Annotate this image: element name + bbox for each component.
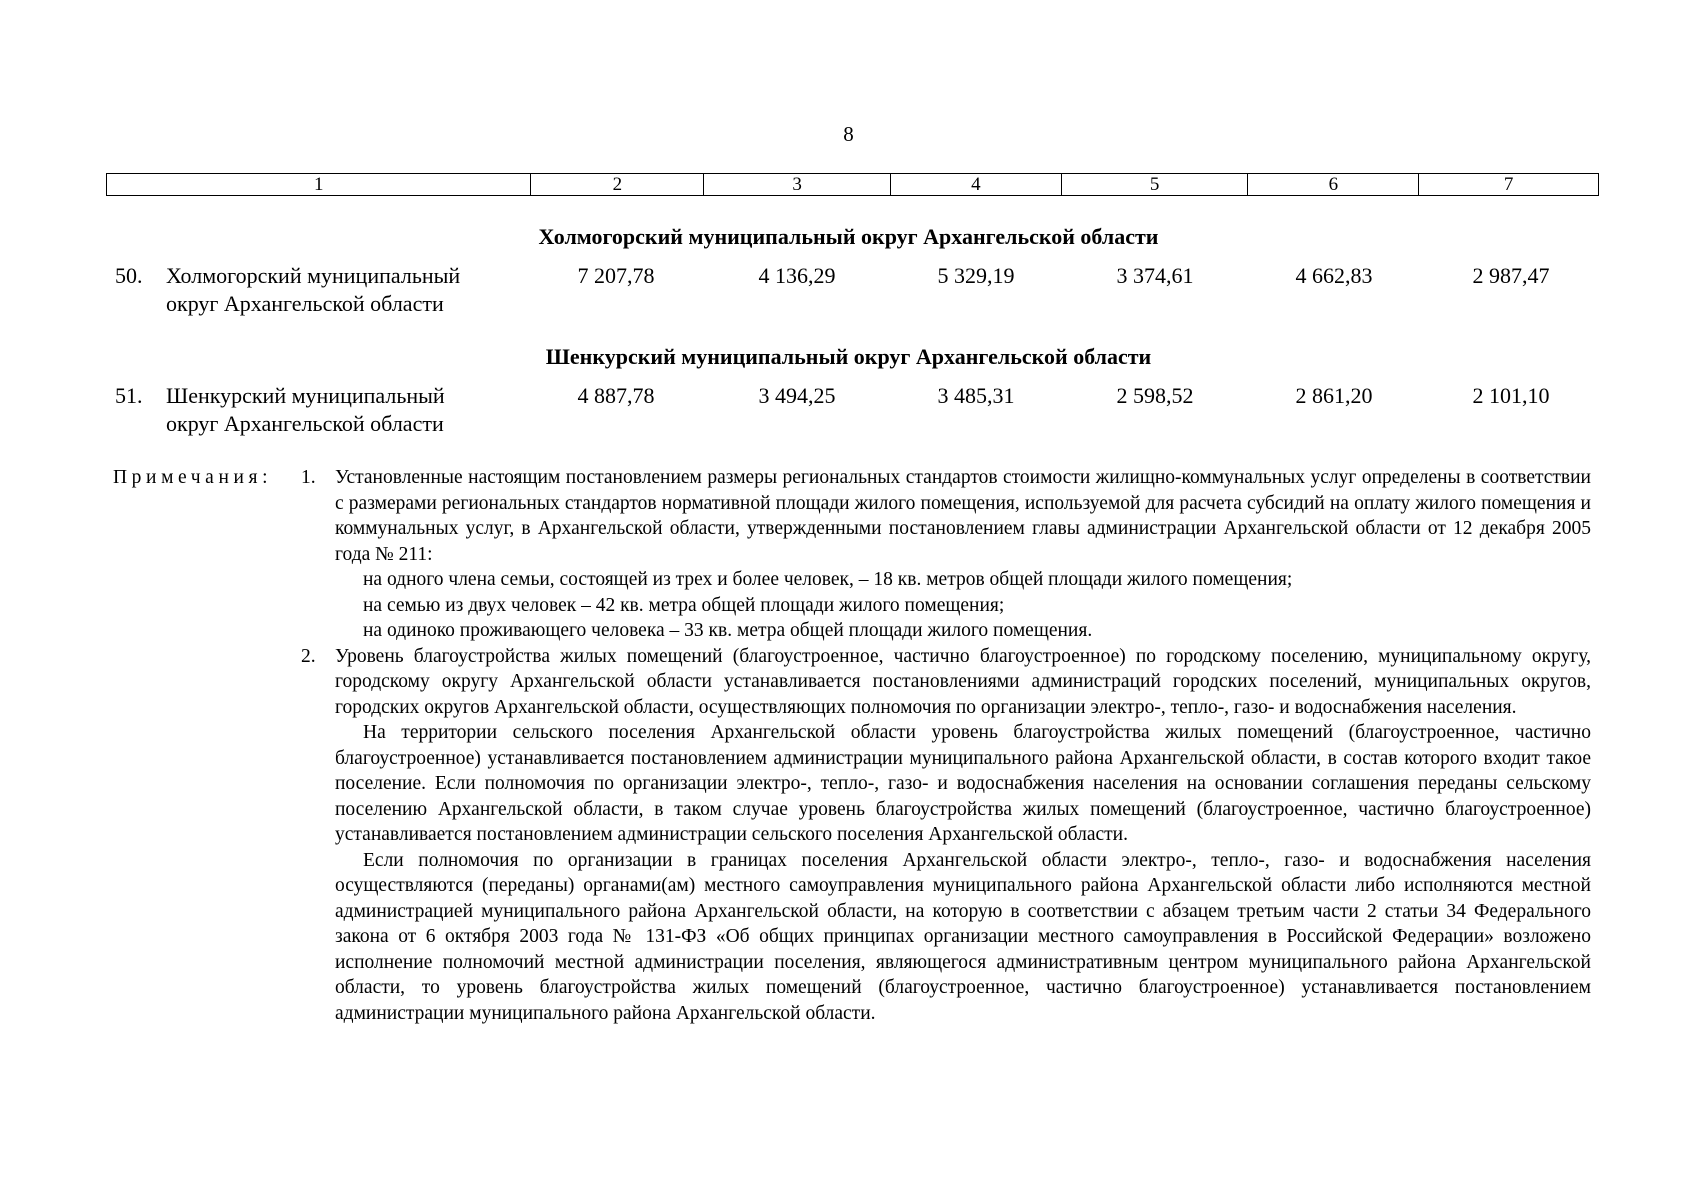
note-paragraph: Уровень благоустройства жилых помещений (благоустроенное, частично благоустроенное) по городскому поселению, муниципальному округу, городскому округу Архангельской области устанавливается постановлениями администраций городских поселений, муниципальных округов, городских округов Архангельской области, осуществляющих полномочия по организации электро-, тепло-, газо- и водоснабжения населения. [335, 645, 1591, 718]
row-number: 51. [115, 383, 143, 408]
row-value: 4 887,78 [577, 383, 655, 408]
note-paragraph: Установленные настоящим постановлением размеры региональных стандартов стоимости жилищно-коммунальных услуг определены в соответствии с размерами региональных стандартов нормативной площади жилого помещения, используемой для расчета субсидий на оплату жилого помещения и коммунальных услуг, в Архангельской области, утвержденными постановлением главы администрации Архангельской области от 12 декабря 2005 года № 211: [335, 467, 1591, 565]
note-list-item: на одного члена семьи, состоящей из трех и более человек, – 18 кв. метров общей площади жилого помещения; [363, 569, 1293, 590]
row-value: 4 662,83 [1295, 263, 1373, 288]
table-row [0, 382, 1697, 442]
column-number: 4 [891, 174, 1062, 195]
column-number: 2 [531, 174, 704, 195]
section-title: Шенкурский муниципальный округ Архангельской области [545, 344, 1152, 369]
row-value: 3 494,25 [758, 383, 836, 408]
row-name-line: Холмогорский муниципальный [166, 263, 461, 288]
row-value: 3 374,61 [1116, 263, 1194, 288]
note-list-item: на одиноко проживающего человека – 33 кв. метра общей площади жилого помещения. [363, 620, 1093, 641]
column-number: 6 [1248, 174, 1419, 195]
column-number: 7 [1503, 174, 1514, 195]
note-list-item: на семью из двух человек – 42 кв. метра общей площади жилого помещения; [363, 594, 1005, 616]
column-number: 3 [704, 174, 891, 195]
notes-label: Примечания: [113, 467, 273, 488]
row-value: 2 987,47 [1472, 263, 1550, 288]
table-row [0, 262, 1697, 322]
row-value: 2 101,10 [1472, 383, 1550, 408]
column-number-header [106, 173, 1599, 196]
row-value: 3 485,31 [937, 383, 1015, 408]
row-name-line: округ Архангельской области [166, 291, 444, 316]
column-number: 1 [107, 174, 531, 195]
row-name-line: Шенкурский муниципальный [166, 383, 445, 408]
row-name [166, 262, 546, 318]
page-number: 8 [843, 122, 854, 146]
row-value: 2 861,20 [1295, 383, 1373, 408]
notes [113, 465, 1591, 1026]
row-value: 7 207,78 [577, 263, 655, 288]
row-name [166, 382, 546, 438]
column-number: 5 [1062, 174, 1249, 195]
row-number: 50. [115, 263, 143, 288]
note-paragraph: Если полномочия по организации в границах поселения Архангельской области электро-, тепло-, газо- и водоснабжения населения осуществляются (переданы) органами(ам) местного самоуправления муниципального района Архангельской области либо исполняются местной администрацией муниципального района Архангельской области, на которую в соответствии с абзацем третьим части 2 статьи 34 Федерального закона от 6 октября 2003 года № 131-ФЗ «Об общих принципах организации местного самоуправления в Российской Федерации» возложено исполнение полномочий местной администрации поселения, являющегося административным центром муниципального района Архангельской области, то уровень благоустройства жилых помещений (благоустроенное, частично благоустроенное) устанавливается постановлением администрации муниципального района Архангельской области. [335, 849, 1591, 1024]
row-value: 5 329,19 [937, 263, 1015, 288]
note-paragraph: На территории сельского поселения Архангельской области уровень благоустройства жилых помещений (благоустроенное, частично благоустроенное) устанавливается постановлением администрации муниципального района Архангельской области, в состав которого входит такое поселение. Если полномочия по организации электро-, тепло-, газо- и водоснабжения населения на основании соглашения переданы сельскому поселению Архангельской области, в таком случае уровень благоустройства жилых помещений (благоустроенное, частично благоустроенное) устанавливается постановлением администрации сельского поселения Архангельской области. [335, 722, 1591, 845]
row-value: 4 136,29 [758, 263, 836, 288]
note-2 [113, 644, 1591, 1027]
section-title: Холмогорский муниципальный округ Архангельской области [538, 224, 1159, 249]
note-1 [113, 465, 1591, 644]
row-name-line: округ Архангельской области [166, 411, 444, 436]
row-value: 2 598,52 [1116, 383, 1194, 408]
note-number: 2. [301, 645, 316, 667]
note-number: 1. [301, 467, 316, 488]
